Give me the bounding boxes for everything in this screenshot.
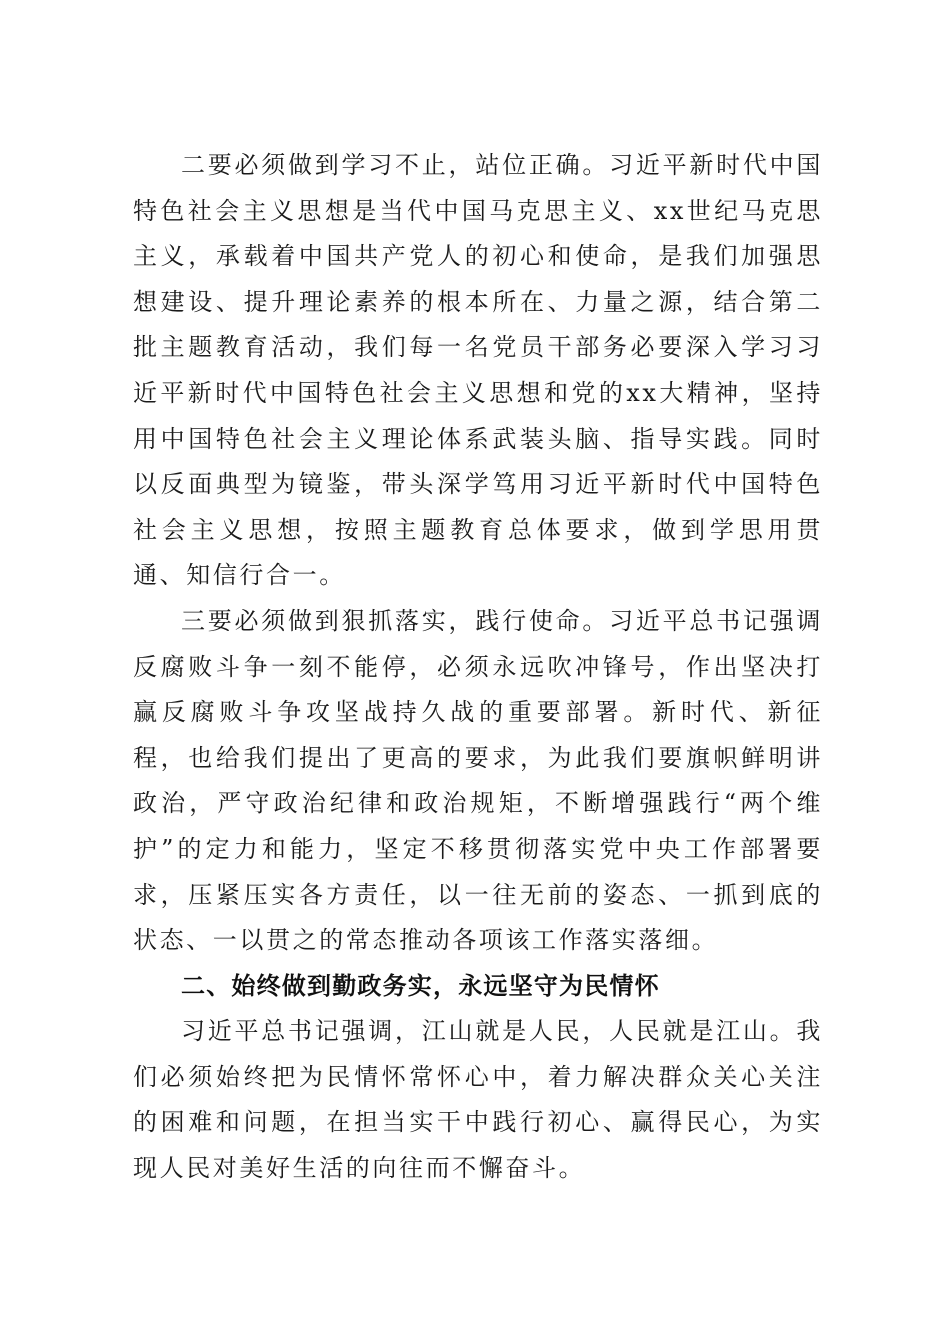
- paragraph-study: 二要必须做到学习不止，站位正确。习近平新时代中国特色社会主义思想是当代中国马克思主义、xx世纪马克思主义，承载着中国共产党人的初心和使命，是我们加强思想建设、提升理论素养的根本所在、力量之源，结合第二批主题教育活动，我们每一名党员干部务必要深入学习习近平新时代中国特色社会主义思想和党的xx大精神，坚持用中国特色社会主义理论体系武装头脑、指导实践。同时以反面典型为镜鉴，带头深学笃用习近平新时代中国特色社会主义思想，按照主题教育总体要求，做到学思用贯通、知信行合一。: [133, 151, 823, 590]
- paragraph-implementation: 三要必须做到狠抓落实，践行使命。习近平总书记强调反腐败斗争一刻不能停，必须永远吹冲锋号，作出坚决打赢反腐败斗争攻坚战持久战的重要部署。新时代、新征程，也给我们提出了更高的要求，为此我们要旗帜鲜明讲政治，严守政治纪律和政治规矩，不断增强践行“两个维护”的定力和能力，坚定不移贯彻落实党中央工作部署要求，压紧压实各方责任，以一往无前的姿态、一抓到底的状态、一以贯之的常态推动各项该工作落实落细。: [133, 606, 823, 955]
- section-heading: 二、始终做到勤政务实，永远坚守为民情怀: [181, 971, 660, 1000]
- paragraph-people: 习近平总书记强调，江山就是人民，人民就是江山。我们必须始终把为民情怀常怀心中，着力解决群众关心关注的困难和问题，在担当实干中践行初心、赢得民心，为实现人民对美好生活的向往而不懈奋斗。: [133, 1017, 823, 1183]
- document-body: [133, 143, 823, 1192]
